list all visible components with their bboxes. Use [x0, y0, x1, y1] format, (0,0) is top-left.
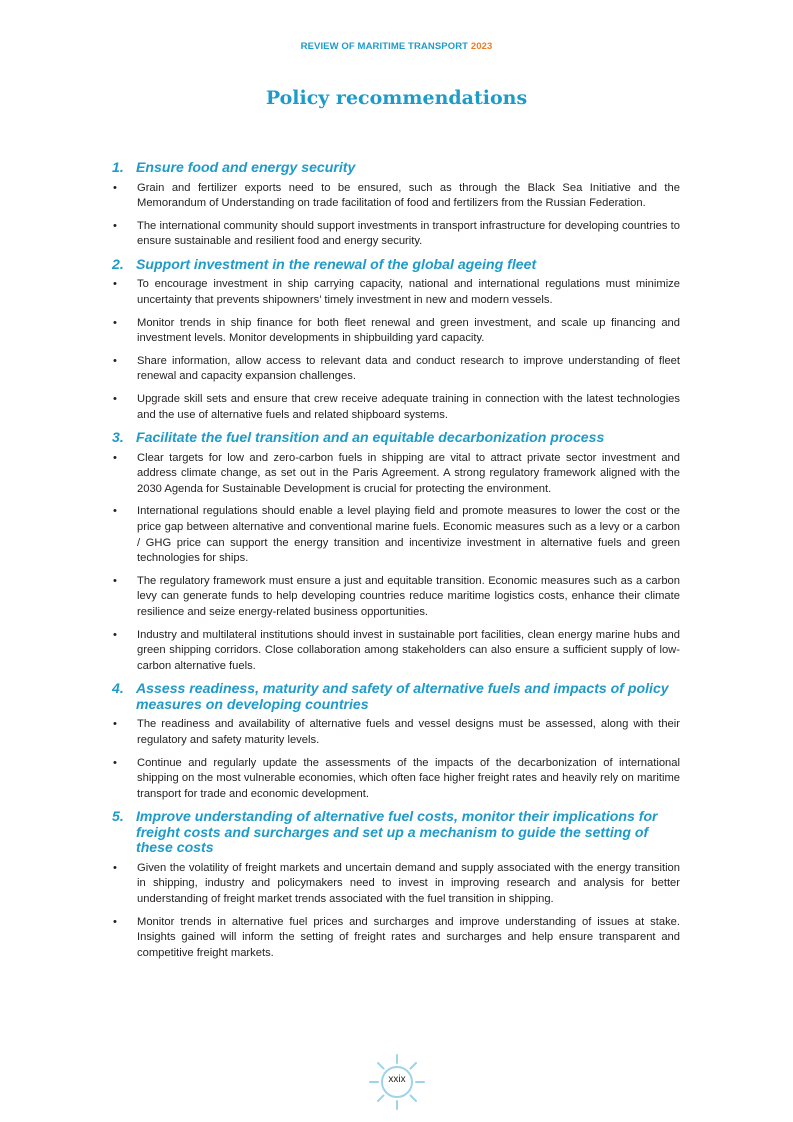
bullet-icon: •	[113, 861, 117, 874]
bullet-text: Grain and fertilizer exports need to be ensured, such as through the Black Sea Initiative and the Memorandum of Understanding on trade facilitation of food and fertilizers from the Russian Federation.	[137, 181, 680, 210]
running-header-year: 2023	[470, 41, 493, 52]
bullet-item	[112, 392, 680, 423]
bullet-list	[112, 451, 680, 675]
section-3	[112, 430, 680, 674]
bullet-list	[112, 181, 680, 250]
section-4	[112, 681, 680, 802]
section-heading-text: Improve understanding of alternative fuel costs, monitor their implications for freight costs and surcharges and set up a mechanism to guide the setting of these costs	[136, 808, 658, 856]
bullet-item	[112, 181, 680, 212]
bullet-list	[112, 717, 680, 802]
bullet-text: The regulatory framework must ensure a just and equitable transition. Economic measures such as a carbon levy can generate funds to help developing countries reduce maritime logistics costs, enhance their climate resilience and seize energy-related business opportunities.	[137, 574, 680, 618]
bullet-item	[112, 717, 680, 748]
bullet-text: Clear targets for low and zero-carbon fuels in shipping are vital to attract private sector investment and address climate change, as set out in the Paris Agreement. A strong regulatory framework aligned with the 2030 Agenda for Sustainable Development is crucial for protecting the environment.	[137, 451, 680, 495]
section-number: 5.	[112, 808, 124, 825]
bullet-text: Monitor trends in ship finance for both fleet renewal and green investment, and scale up financing and investment levels. Monitor developments in shipbuilding yard capacity.	[137, 316, 680, 345]
bullet-text: The international community should support investments in transport infrastructure for developing countries to ensure sustainable and resilient food and energy security.	[137, 219, 680, 248]
bullet-text: Upgrade skill sets and ensure that crew receive adequate training in connection with the latest technologies and the use of alternative fuels and related shipboard systems.	[137, 392, 680, 421]
bullet-item	[112, 861, 680, 908]
bullet-text: Monitor trends in alternative fuel prices and surcharges and improve understanding of issues at stake. Insights gained will inform the setting of freight rates and surcharges and help ensure transparent and competitive freight markets.	[137, 915, 680, 959]
bullet-icon: •	[113, 451, 117, 464]
running-header	[0, 41, 793, 52]
bullet-item	[112, 574, 680, 621]
bullet-icon: •	[113, 316, 117, 329]
bullet-list	[112, 277, 680, 423]
section-1	[112, 160, 680, 250]
bullet-item	[112, 354, 680, 385]
section-number: 1.	[112, 159, 124, 175]
bullet-icon: •	[113, 505, 117, 518]
page-number: xxix	[388, 1074, 406, 1085]
bullet-icon: •	[113, 219, 117, 232]
section-heading	[112, 257, 680, 273]
bullet-icon: •	[113, 628, 117, 641]
bullet-item	[112, 915, 680, 962]
bullet-text: Share information, allow access to relevant data and conduct research to improve understanding of fleet renewal and capacity expansion challenges.	[137, 354, 680, 383]
section-2	[112, 257, 680, 423]
section-heading	[112, 681, 680, 712]
bullet-item	[112, 504, 680, 566]
bullet-icon: •	[113, 915, 117, 928]
section-heading-text: Facilitate the fuel transition and an equitable decarbonization process	[136, 429, 605, 446]
section-heading-text: Support investment in the renewal of the global ageing fleet	[136, 255, 537, 272]
bullet-icon: •	[113, 756, 117, 769]
bullet-text: The readiness and availability of alternative fuels and vessel designs must be assessed, along with their regulatory and safety maturity levels.	[137, 718, 680, 746]
section-number: 2.	[112, 255, 124, 272]
bullet-item	[112, 277, 680, 308]
section-heading	[112, 809, 680, 856]
bullet-list	[112, 861, 680, 962]
bullet-item	[112, 219, 680, 250]
bullet-item	[112, 628, 680, 675]
section-heading-text: Assess readiness, maturity and safety of alternative fuels and impacts of policy measures on developing countries	[136, 680, 669, 712]
section-heading	[112, 160, 680, 176]
section-5	[112, 809, 680, 961]
section-number: 4.	[112, 680, 124, 697]
page-title: Policy recommendations	[265, 87, 528, 109]
bullet-text: International regulations should enable a level playing field and promote measures to lower the cost or the price gap between alternative and conventional marine fuels. Economic measures such as a levy or a carbon / GHG price can support the energy transition and incentivize investment in alternative fuels and green technologies for ships.	[137, 505, 680, 565]
section-heading	[112, 430, 680, 446]
page-number-badge	[367, 1052, 427, 1112]
bullet-icon: •	[113, 181, 117, 194]
bullet-item	[112, 451, 680, 498]
bullet-text: Given the volatility of freight markets and uncertain demand and supply associated with the energy transition in shipping, industry and policymakers need to invest in improving research and analysis for better understanding of freight market trends associated with the fuel transition in shipping.	[137, 861, 680, 905]
bullet-text: To encourage investment in ship carrying capacity, national and international regulations must minimize uncertainty that prevents shipowners’ timely investment in new and modern vessels.	[137, 278, 680, 306]
bullet-icon: •	[113, 354, 117, 367]
bullet-item	[112, 756, 680, 803]
section-number: 3.	[112, 429, 124, 446]
bullet-item	[112, 316, 680, 347]
section-heading-text: Ensure food and energy security	[136, 159, 356, 175]
bullet-icon: •	[113, 718, 117, 731]
bullet-text: Industry and multilateral institutions should invest in sustainable port facilities, clean energy marine hubs and green shipping corridors. Close collaboration among stakeholders can also ensure a sufficient supply of low-carbon alternative fuels.	[137, 628, 680, 672]
bullet-icon: •	[113, 392, 117, 405]
bullet-icon: •	[113, 574, 117, 587]
running-header-title: REVIEW OF MARITIME TRANSPORT	[300, 41, 469, 52]
bullet-text: Continue and regularly update the assessments of the impacts of the decarbonization of international shipping on the most vulnerable economies, which often face higher freight rates and heavily rely on maritime transport for trade and economic development.	[137, 756, 680, 800]
recommendations-content	[112, 160, 680, 968]
bullet-icon: •	[113, 278, 117, 291]
